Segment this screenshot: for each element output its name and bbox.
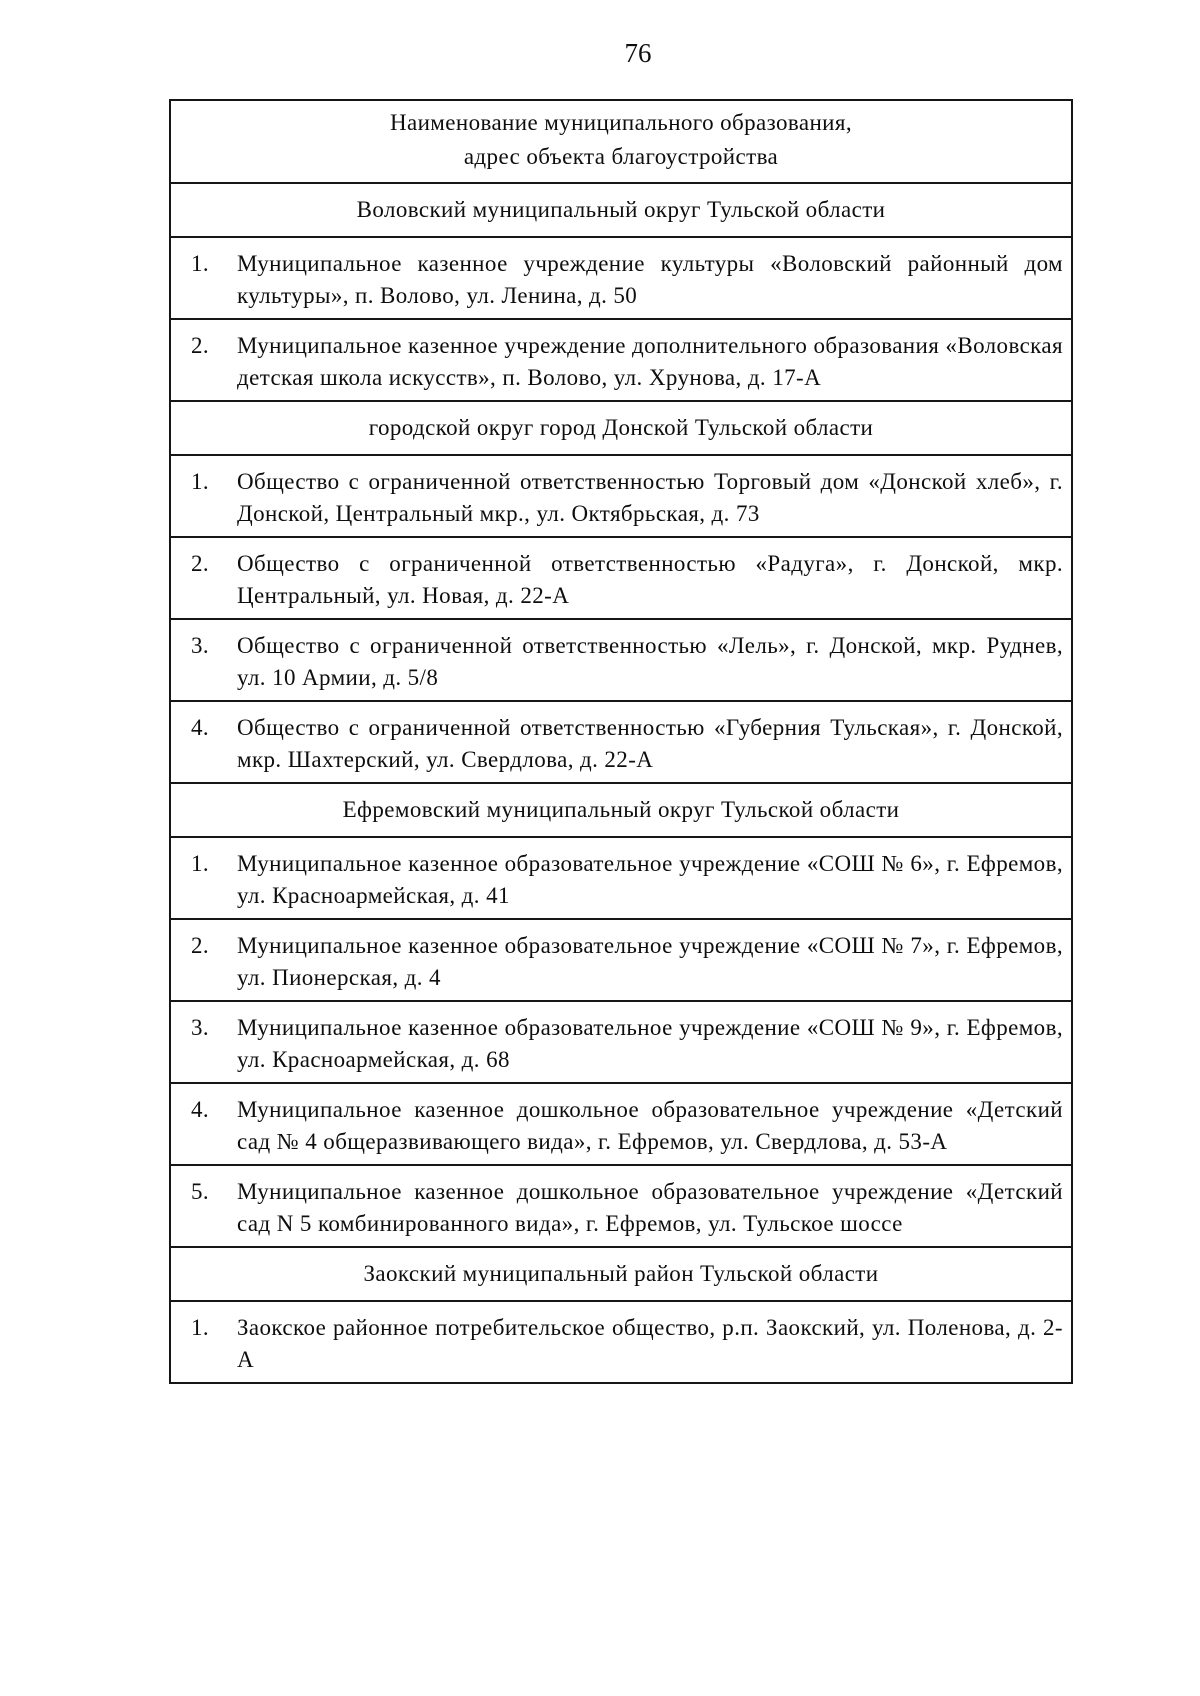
table-row [171, 620, 1071, 702]
row-number: 1. [191, 1315, 210, 1340]
row-text: Муниципальное казенное дошкольное образовательное учреждение «Детский сад N 5 комбинированного вида», г. Ефремов, ул. Тульское шоссе [237, 1179, 1063, 1236]
row-number: 5. [191, 1179, 210, 1204]
row-text: Общество с ограниченной ответственностью «Радуга», г. Донской, мкр. Центральный, ул. Новая, д. 22-А [237, 551, 1063, 608]
row-number: 1. [191, 851, 210, 876]
table-row [171, 238, 1071, 320]
row-number: 4. [191, 715, 210, 740]
row-text: Муниципальное казенное учреждение дополнительного образования «Воловская детская школа искусств», п. Волово, ул. Хрунова, д. 17-А [237, 333, 1063, 390]
section-header-donskoy: городской округ город Донской Тульской области [171, 402, 1071, 456]
table-header-cell [171, 101, 1071, 184]
row-text: Заокское районное потребительское общество, р.п. Заокский, ул. Поленова, д. 2-А [237, 1315, 1063, 1372]
row-text: Муниципальное казенное учреждение культуры «Воловский районный дом культуры», п. Волово, ул. Ленина, д. 50 [237, 251, 1063, 308]
row-text: Общество с ограниченной ответственностью «Лель», г. Донской, мкр. Руднев, ул. 10 Армии, д. 5/8 [237, 633, 1063, 690]
table-row [171, 538, 1071, 620]
row-number: 3. [191, 633, 210, 658]
table-header-line1: Наименование муниципального образования, [389, 110, 852, 135]
row-text: Муниципальное казенное дошкольное образовательное учреждение «Детский сад № 4 общеразвивающего вида», г. Ефремов, ул. Свердлова, д. 53-А [237, 1097, 1063, 1154]
table-row [171, 920, 1071, 1002]
row-number: 2. [191, 551, 210, 576]
table-header-line2: адрес объекта благоустройства [463, 144, 779, 169]
table-row [171, 1002, 1071, 1084]
table-row [171, 1302, 1071, 1382]
municipalities-table [169, 99, 1073, 1384]
section-header-efremovsky: Ефремовский муниципальный округ Тульской области [171, 784, 1071, 838]
table-row [171, 702, 1071, 784]
row-text: Общество с ограниченной ответственностью Торговый дом «Донской хлеб», г. Донской, Центральный мкр., ул. Октябрьская, д. 73 [237, 469, 1063, 526]
table-row [171, 320, 1071, 402]
row-text: Муниципальное казенное образовательное учреждение «СОШ № 7», г. Ефремов, ул. Пионерская, д. 4 [237, 933, 1063, 990]
row-text: Муниципальное казенное образовательное учреждение «СОШ № 9», г. Ефремов, ул. Красноармейская, д. 68 [237, 1015, 1063, 1072]
row-number: 4. [191, 1097, 210, 1122]
row-number: 2. [191, 933, 210, 958]
row-number: 2. [191, 333, 210, 358]
row-number: 1. [191, 251, 210, 276]
table-row [171, 838, 1071, 920]
section-header-volovsky: Воловский муниципальный округ Тульской области [171, 184, 1071, 238]
row-number: 1. [191, 469, 210, 494]
row-text: Общество с ограниченной ответственностью «Губерния Тульская», г. Донской, мкр. Шахтерский, ул. Свердлова, д. 22-А [237, 715, 1063, 772]
table-row [171, 1166, 1071, 1248]
table-row [171, 456, 1071, 538]
row-number: 3. [191, 1015, 210, 1040]
table-row [171, 1084, 1071, 1166]
page-number: 76 [624, 38, 652, 68]
section-header-zaoksky: Заокский муниципальный район Тульской области [171, 1248, 1071, 1302]
row-text: Муниципальное казенное образовательное учреждение «СОШ № 6», г. Ефремов, ул. Красноармейская, д. 41 [237, 851, 1063, 908]
